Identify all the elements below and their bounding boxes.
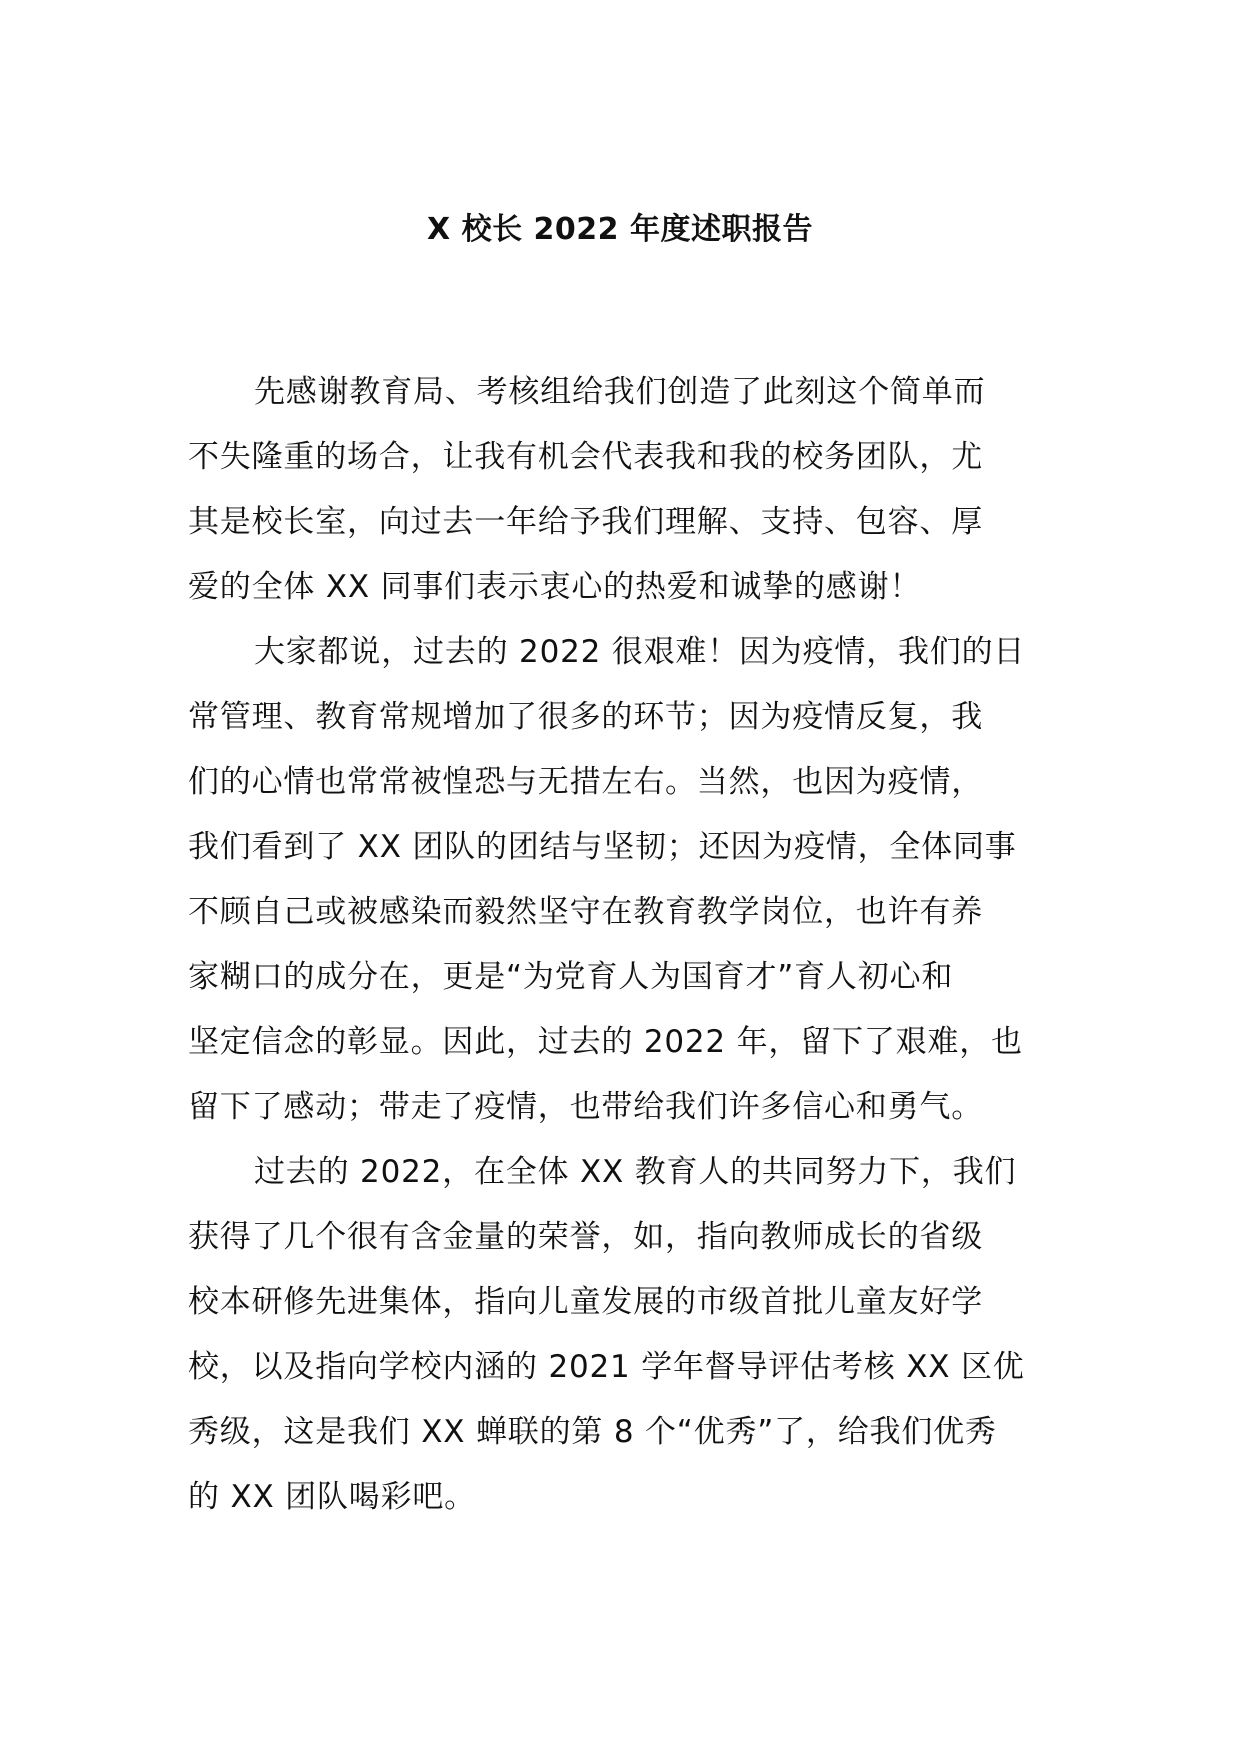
text-line: 留下了感动；带走了疫情，也带给我们许多信心和勇气。 (188, 1089, 983, 1125)
text-line: 校本研修先进集体，指向儿童发展的市级首批儿童友好学 (188, 1284, 983, 1320)
text-line: 不失隆重的场合，让我有机会代表我和我的校务团队，尤 (188, 439, 983, 475)
document-body (188, 360, 1058, 1530)
text-line: 不顾自己或被感染而毅然坚守在教育教学岗位，也许有养 (188, 894, 983, 930)
text-line: 过去的 2022，在全体 XX 教育人的共同努力下，我们 (254, 1154, 1017, 1190)
text-line: 校，以及指向学校内涵的 2021 学年督导评估考核 XX 区优 (188, 1349, 1025, 1385)
text-line: 先感谢教育局、考核组给我们创造了此刻这个简单而 (254, 374, 986, 410)
paragraph-2 (188, 620, 1058, 1140)
text-line: 家糊口的成分在，更是“为党育人为国育才”育人初心和 (188, 959, 954, 995)
text-line: 秀级，这是我们 XX 蝉联的第 8 个“优秀”了，给我们优秀 (188, 1414, 997, 1450)
text-line: 坚定信念的彰显。因此，过去的 2022 年，留下了艰难，也 (188, 1024, 1023, 1060)
paragraph-3 (188, 1140, 1058, 1530)
text-line: 们的心情也常常被惶恐与无措左右。当然，也因为疫情， (188, 764, 983, 800)
text-line: 其是校长室，向过去一年给予我们理解、支持、包容、厚 (188, 504, 983, 540)
text-line: 爱的全体 XX 同事们表示衷心的热爱和诚挚的感谢！ (188, 569, 922, 605)
document-title: X 校长 2022 年度述职报告 (427, 212, 813, 247)
text-line: 大家都说，过去的 2022 很艰难！因为疫情，我们的日 (254, 634, 1026, 670)
text-line: 常管理、教育常规增加了很多的环节；因为疫情反复，我 (188, 699, 983, 735)
text-line: 获得了几个很有含金量的荣誉，如，指向教师成长的省级 (188, 1219, 983, 1255)
paragraph-1 (188, 360, 1058, 620)
text-line: 的 XX 团队喝彩吧。 (188, 1479, 476, 1515)
text-line: 我们看到了 XX 团队的团结与坚韧；还因为疫情，全体同事 (188, 829, 1017, 865)
